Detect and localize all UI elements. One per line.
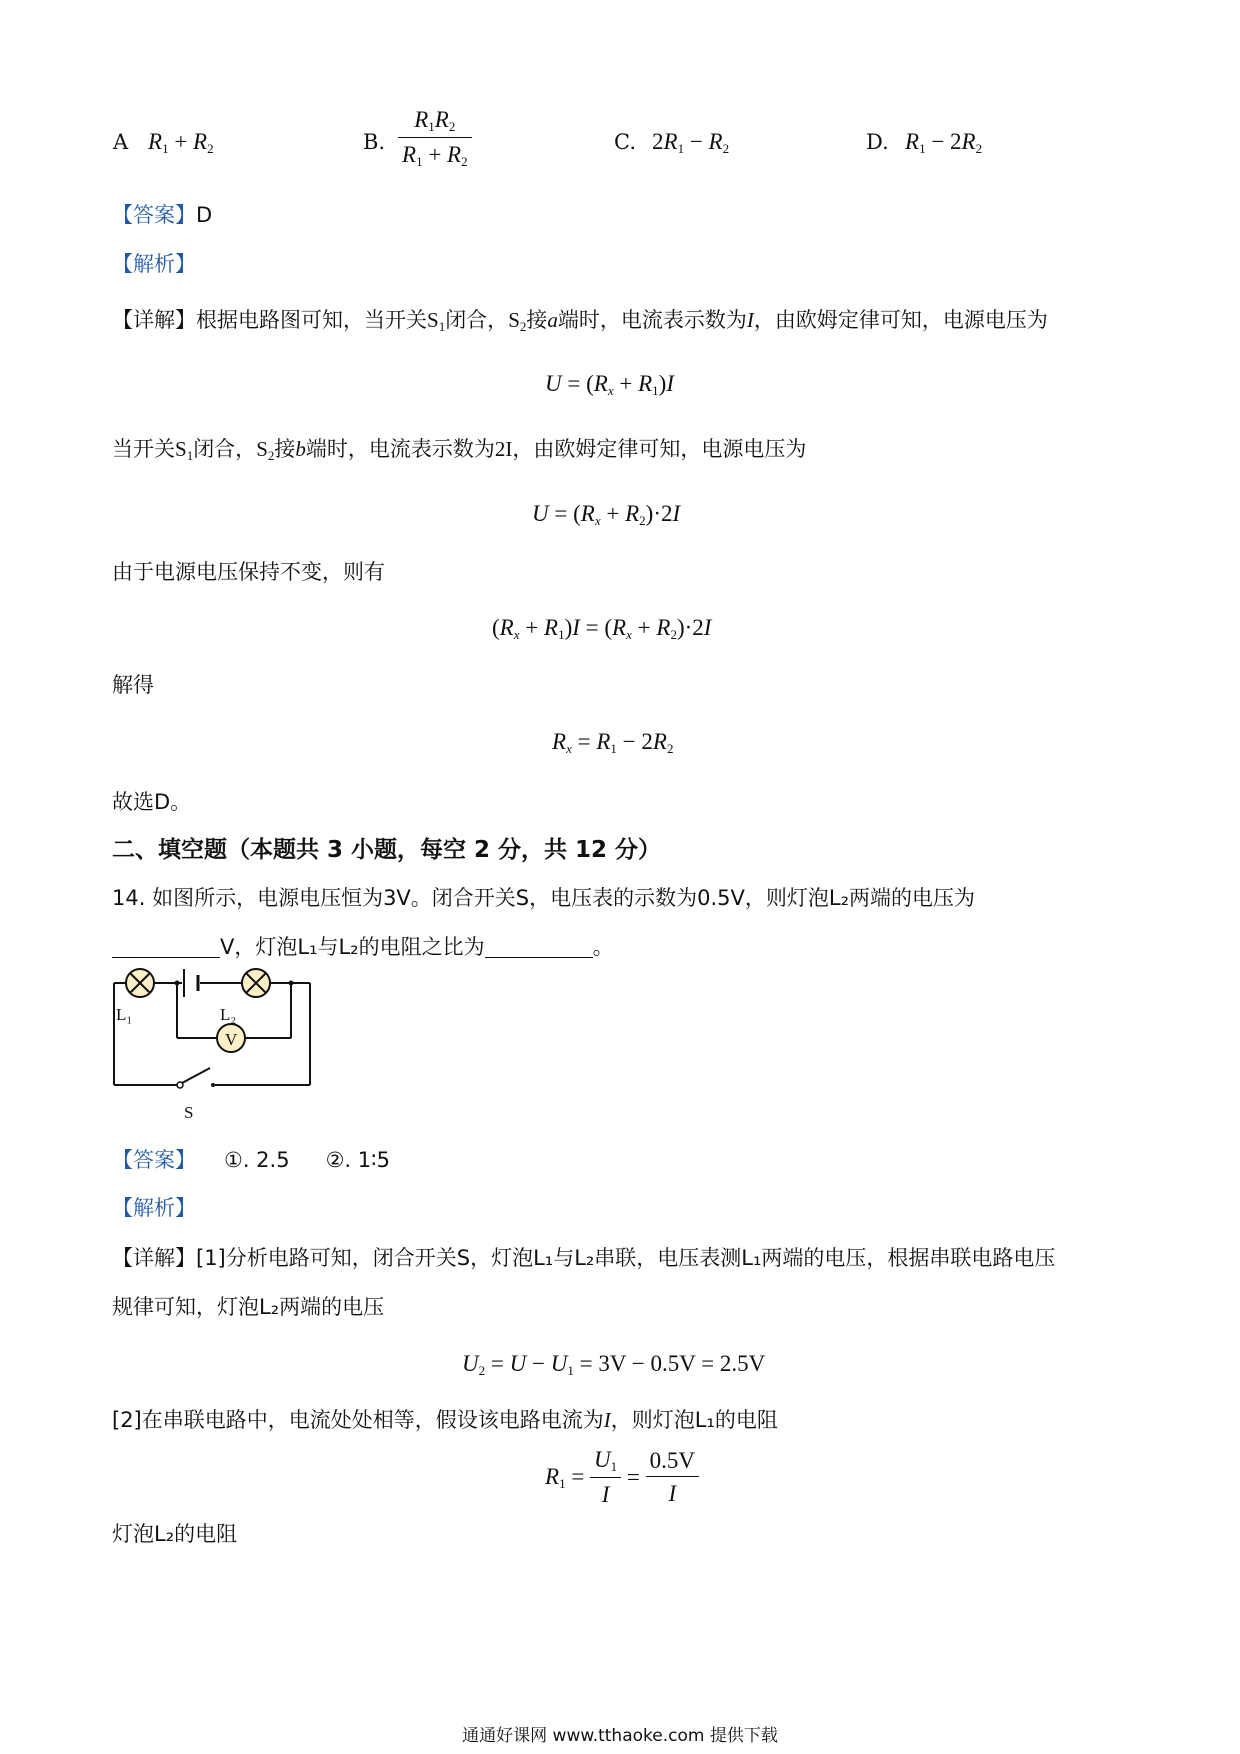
l2-label: L₂ [220,1005,237,1024]
q13-detail-line-1: 【详解】根据电路图可知，当开关$S_1$闭合，$S_2$接a端时，电流表示数为I，由欧姆定律可知，电源电压为 [112,308,1048,334]
answer-1: ①. 2.5 [224,1148,290,1172]
option-d-formula: $R_1 - 2R_2$ [905,129,983,156]
q14-line-2: V，灯泡L₁与L₂的电阻之比为 。 [112,937,614,958]
option-b-label: B. [363,130,386,154]
q13-conclusion: 故选D。 [112,790,192,814]
q13-analysis-tag: 【解析】 [112,252,196,276]
q14-detail-line-4: 灯泡L₂的电阻 [112,1522,238,1546]
page-footer: 通通好课网 www.tthaoke.com 提供下载 [462,1726,778,1746]
section-title: 二、填空题（本题共 3 小题，每空 2 分，共 12 分） [112,837,662,863]
q14-detail-line-1: 【详解】[1]分析电路可知，闭合开关S，灯泡L₁与L₂串联，电压表测L₁两端的电压，根据串联电路电压 [112,1246,1056,1270]
blank-2[interactable] [485,939,593,958]
option-d-label: D. [866,130,889,154]
lamp-l2-icon [242,969,270,997]
q14-analysis-tag: 【解析】 [112,1196,196,1220]
option-a [113,132,128,153]
q14-detail-line-2: 规律可知，灯泡L₂两端的电压 [112,1295,385,1319]
switch-label: S [184,1103,194,1122]
q14-line-1: 14. 如图所示，电源电压恒为3V。闭合开关S，电压表的示数为0.5V，则灯泡L₂两端的电压为 [112,886,976,910]
q13-detail-line-2: 当开关$S_1$闭合，$S_2$接b端时，电流表示数为2I，由欧姆定律可知，电源电压为 [112,437,807,463]
q13-detail-line-3: 由于电源电压保持不变，则有 [112,560,385,584]
q13-answer [112,205,212,226]
equation-equal: $(R_x + R_1)I = (R_x + R_2)\cdot 2I$ [492,615,712,642]
q13-solve-text: 解得 [112,673,154,697]
detail-tag: 【详解】 [112,1246,196,1270]
answer-value: D [196,203,213,227]
equation-u2: $U_2 = U - U_1 = 3V - 0.5V = 2.5V$ [462,1351,766,1378]
l1-label: L₁ [116,1005,133,1024]
equation-r1: $R_1$ = $\frac{U_1}{I}$ = $\frac{0.5V}{I}$ [545,1448,699,1506]
answer-tag: 【答案】 [112,1148,196,1172]
q14-detail-line-3: [2]在串联电路中，电流处处相等，假设该电路电流为I，则灯泡L₁的电阻 [112,1408,778,1432]
voltmeter-label: V [225,1030,238,1049]
option-c-label: C. [614,130,636,154]
blank-1[interactable] [112,939,220,958]
q14-answer [112,1150,390,1171]
circuit-diagram [100,965,340,1135]
equation-u-1: $U = (R_x + R_1)I$ [545,371,674,398]
option-a-label: A [113,130,129,154]
equation-u-2: $U = (R_x + R_2)\cdot 2I$ [532,501,681,528]
battery-icon [184,969,198,997]
option-a-formula: $R_1 + R_2$ [148,129,214,156]
option-c [614,132,636,153]
switch-icon [177,1068,215,1088]
equation-rx: $R_x = R_1 - 2R_2$ [552,729,674,756]
answer-2: ②. 1∶5 [325,1148,390,1172]
option-b [363,132,385,153]
option-b-formula: $\frac{R_1R_2}{R_1 + R_2}$ [398,108,472,168]
option-d [866,132,889,153]
detail-tag: 【详解】 [112,308,196,332]
lamp-l1-icon [126,969,154,997]
answer-tag: 【答案】 [112,203,196,227]
option-c-formula: $2R_1 - R_2$ [652,129,730,156]
